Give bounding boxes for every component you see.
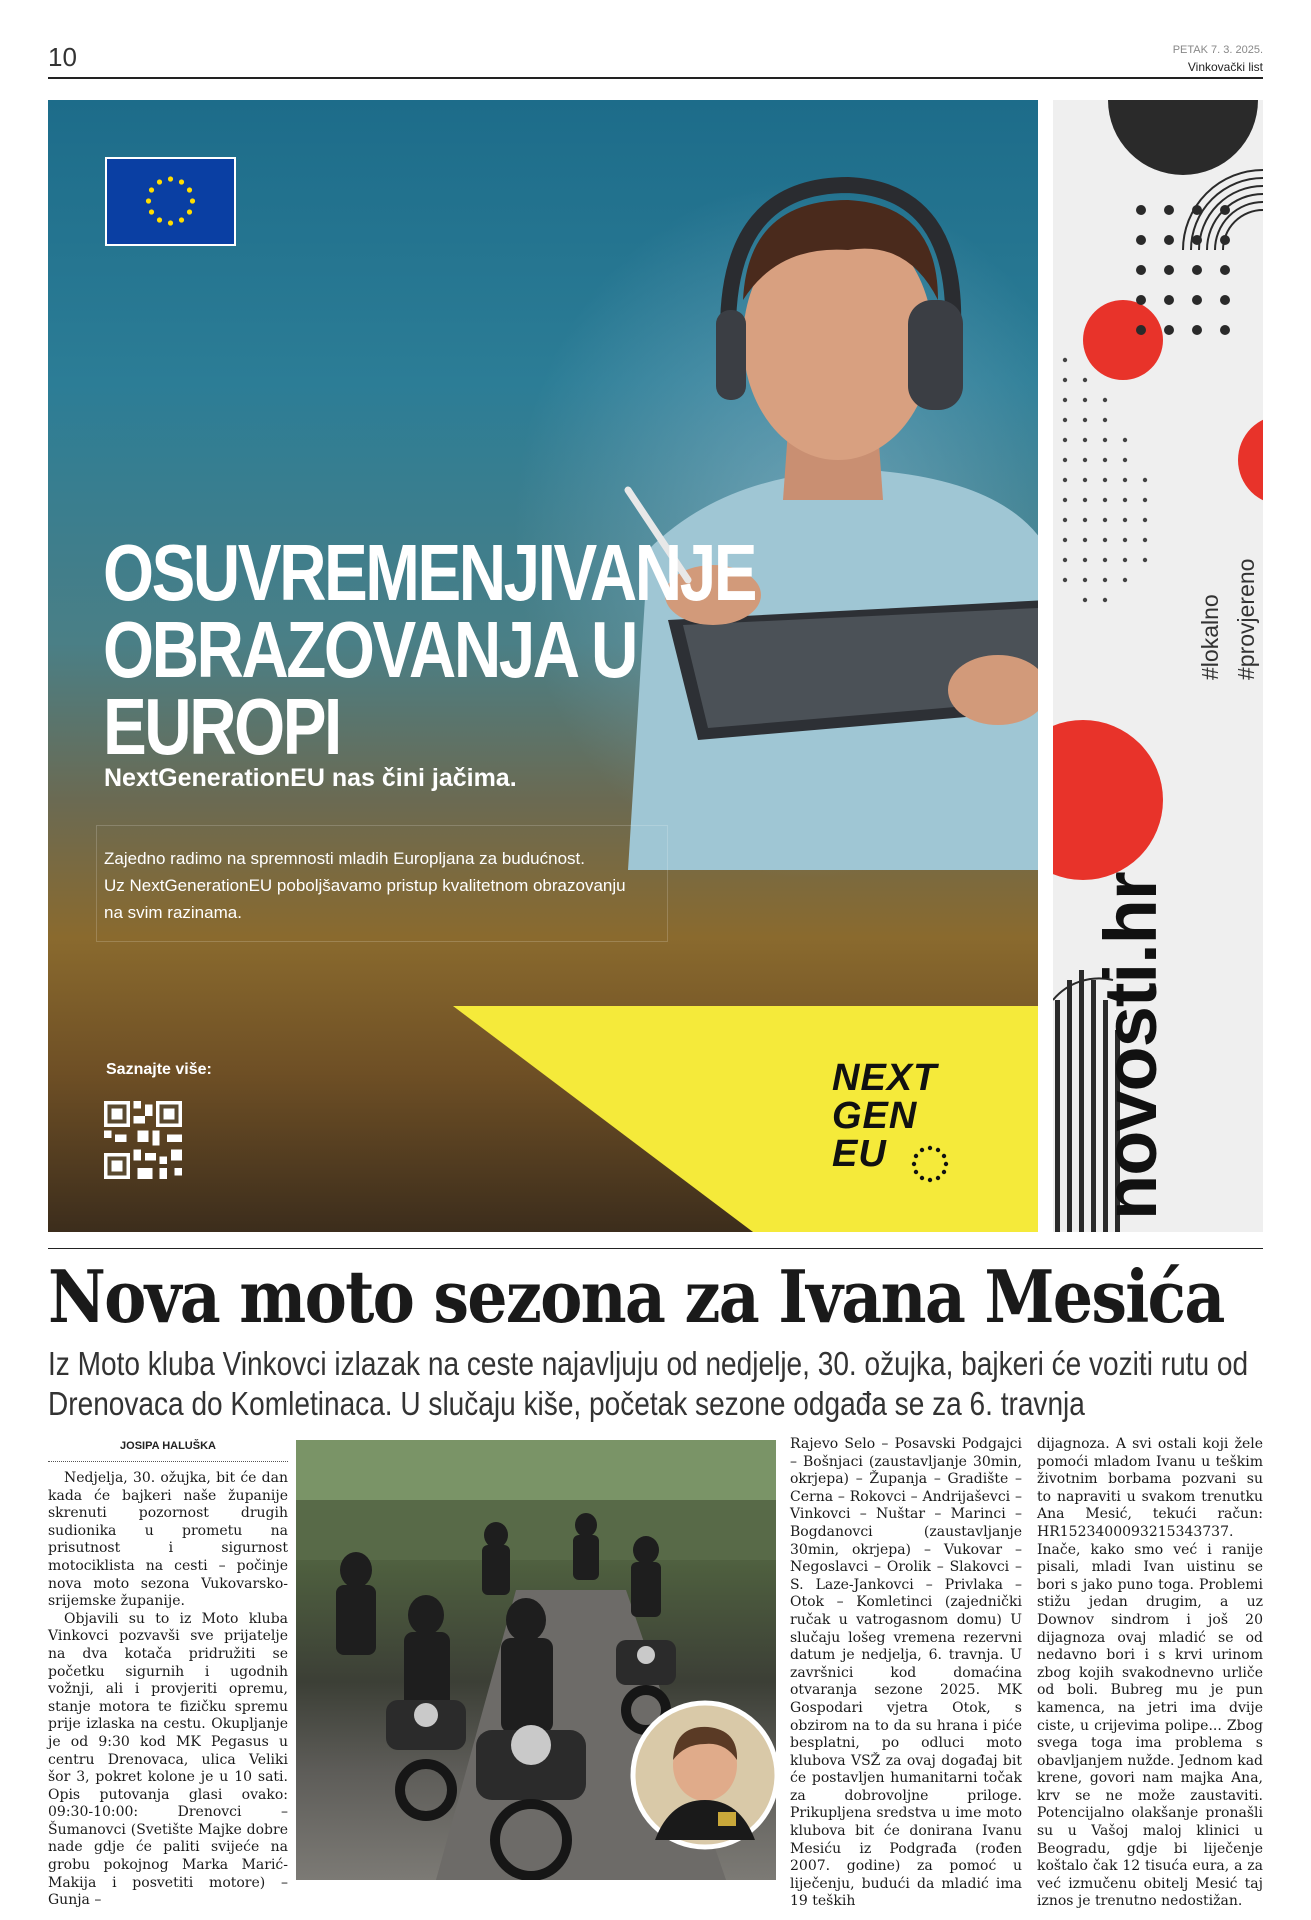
- ad-headline: [103, 528, 756, 771]
- ad-body-line: na svim razinama.: [104, 903, 242, 922]
- publication-name: Vinkovački list: [1187, 60, 1263, 74]
- ad-headline-line-1: OSUVREMENJIVANJE: [103, 528, 756, 617]
- hashtag-lokalno: #lokalno: [1197, 594, 1223, 680]
- ivan-mesic-portrait: [630, 1700, 780, 1850]
- ad-body-line: Zajedno radimo na spremnosti mladih Europljana za budućnost.: [104, 849, 585, 868]
- article-column-3: [790, 1436, 1022, 1911]
- article-paragraph: Rajevo Selo – Posavski Podgajci – Bošnjaci (zaustavljanje 30min, okrjepa) – Županja – Gradište – Cerna – Rokovci – Andrijaševci – Vinkovci – Nuštar – Marinci – Bogdanovci (zaustavljanje 30min, okrjepa) – Vukovar – Negoslavci – Orolik – Slakovci – S. Laze-Jankovci – Privlaka – Otok – Komletinci (zajednički ručak u vatrogasnom domu) U slučaju lošeg vremena rezervni datum je nedjelja, 6. travnja. U završnici kod domaćina otvaranja sezone 2025. MK Gospodari vjetra Otok, s obzirom na to da su hrana i piće besplatni, po odluci moto klubova VSŽ za ovaj događaj bit će postavljen humanitarni točak za dobrovoljne priloge. Prikupljena sredstva u ime moto klubova bit će donirana Ivanu Mesiću iz Podgrađa (rođen 2007. godine) za pomoć u liječenju, budući da mladić ima 19 teških: [790, 1436, 1022, 1910]
- article-subtitle: Iz Moto kluba Vinkovci izlazak na ceste najavljuju od nedjelje, 30. ožujka, bajkeri će voziti rutu od Drenovaca do Komletinaca. U slučaju kiše, početak sezone odgađa se za 6. travnja: [48, 1345, 1249, 1422]
- byline-rule: [48, 1461, 288, 1462]
- article-paragraph: Objavili su to iz Moto kluba Vinkovci pozvavši sve prijatelje na dva kotača pridružiti se početku sigurnih i ugodnih vožnji, ali i provjeriti opremu, stanje motora te fizičku spremu prije izlaska na cestu. Okupljanje je od 9:30 kod MK Pegasus u centru Drenovaca, ulica Veliki šor 3, pokret kolone je u 10 sati. Opis putovanja glasi ovako: 09:30-10:00: Drenovci – Šumanovci (Svetište Majke dobre nade gdje će paliti svijeće na grobu pokojnog Marka Marić- Makija i posvetiti motore) – Gunja –: [48, 1610, 288, 1909]
- nextgeneu-logo: [832, 1057, 972, 1175]
- article-top-rule: [48, 1248, 1263, 1249]
- article-title: Nova moto sezona za Ivana Mesića: [48, 1254, 1224, 1339]
- ad-body-text: [104, 845, 664, 926]
- novosti-url[interactable]: novosti.hr: [1089, 872, 1172, 1220]
- logo-line: EU: [832, 1133, 887, 1175]
- header-rule: [48, 77, 1263, 79]
- eu-advertisement[interactable]: [48, 100, 1038, 1232]
- issue-date: PETAK 7. 3. 2025.: [1172, 44, 1263, 56]
- ad-tagline: NextGenerationEU nas čini jačima.: [104, 764, 517, 792]
- page-number: 10: [48, 42, 77, 72]
- article-byline: JOSIPA HALUŠKA: [120, 1440, 216, 1452]
- eu-star-ring-icon: [910, 1144, 950, 1184]
- ad-headline-line-2: OBRAZOVANJA U EUROPI: [103, 604, 636, 771]
- hashtag-provjereno: #provjereno: [1233, 558, 1259, 680]
- ad-body-line: Uz NextGenerationEU poboljšavamo pristup kvalitetnom obrazovanju: [104, 876, 626, 895]
- qr-code-icon[interactable]: [104, 1101, 182, 1179]
- eu-flag-icon: [105, 157, 236, 246]
- article-column-4: [1037, 1436, 1263, 1911]
- article-column-1: [48, 1470, 288, 1910]
- learn-more-label: Saznajte više:: [106, 1061, 212, 1078]
- logo-line: NEXT: [832, 1057, 938, 1099]
- article-paragraph: dijagnoza. A svi ostali koji žele pomoći mladom Ivanu u teškim životnim borbama pozvani su to napraviti u svakom trenutku Ana Mesić, tekući račun: HR1523400093215343737. Inače, kako smo već i ranije pisali, mladi Ivan uistinu se bori s jako puno toga. Problemi stižu jedan drugim, a uz Downov sindrom i još 20 dijagnoza ovaj mladić se od nedavno bori i s krvi urinom zbog kojih svakodnevno urliče od boli. Bubreg mu je pun kamenca, na jetri ima dvije ciste, u crijevima polipe... Zbog svega toga ima problema s obavljanjem nužde. Jednom kad krene, govori nam majka Ana, krv se ne može zaustaviti. Potencijalno olakšanje pronašli su u Vašoj maloj klinici u Beogradu, gdje bi liječenje koštalo čak 12 tisuća eura, a za već izmučenu obitelj Mesić taj iznos je trenutno nedostižan.: [1037, 1436, 1263, 1910]
- logo-line: GEN: [832, 1095, 918, 1137]
- article-paragraph: Nedjelja, 30. ožujka, bit će dan kada će bajkeri naše županije skrenuti pozornost drugih sudionika u prometu na prisutnost i sigurnost motociklista na cesti – počinje nova moto sezona Vukovarsko-srijemske županije.: [48, 1470, 288, 1610]
